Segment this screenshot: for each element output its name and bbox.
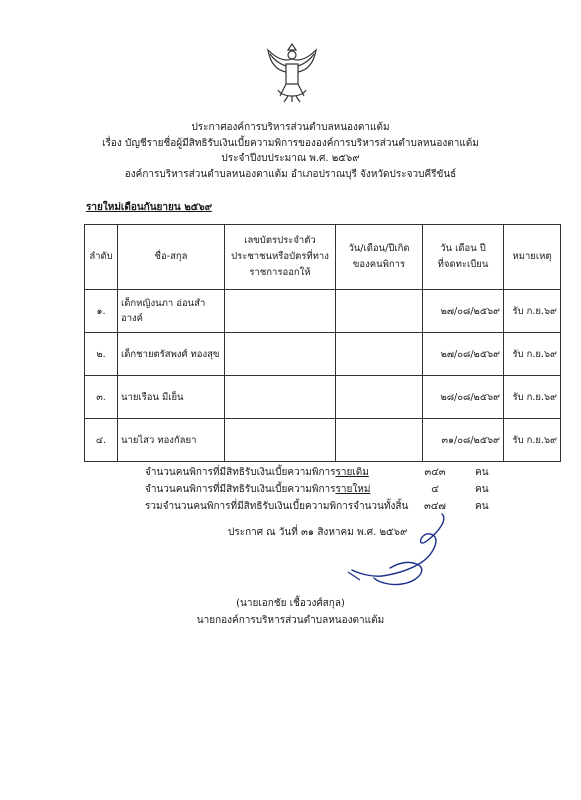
cell-name: นายเรือน มีเย็น	[118, 376, 225, 419]
cell-id	[225, 419, 336, 462]
cell-reg: ๒๗/๐๘/๒๕๖๙	[423, 290, 504, 333]
cell-no: ๒.	[85, 333, 118, 376]
header-id	[225, 225, 336, 290]
summary-new-prefix: จำนวนคนพิการที่มีสิทธิรับเงินเบี้ยความพิการ	[145, 484, 336, 495]
garuda-emblem-icon	[262, 40, 322, 104]
table-row	[85, 419, 561, 462]
header-no: ลำดับ	[85, 225, 118, 290]
signer-block	[0, 595, 581, 629]
header-id-line-3: ราชการออกให้	[249, 267, 311, 278]
cell-dob	[336, 333, 423, 376]
header-note: หมายเหตุ	[504, 225, 561, 290]
summary-new-unit: คน	[475, 484, 489, 495]
cell-dob	[336, 290, 423, 333]
cell-no: ๓.	[85, 376, 118, 419]
cell-note: รับ ก.ย.๖๙	[504, 376, 561, 419]
summary-old-underlined: รายเดิม	[335, 467, 369, 478]
summary-old-unit: คน	[475, 467, 489, 478]
document-header	[0, 120, 581, 182]
header-dob	[336, 225, 423, 290]
cell-name: เด็กชายตรัสพงศ์ ทองสุข	[118, 333, 225, 376]
summary-total-value: ๓๔๗	[424, 501, 446, 512]
summary-old-label	[145, 464, 369, 481]
cell-name: นายไสว ทองกัลยา	[118, 419, 225, 462]
cell-note: รับ ก.ย.๖๙	[504, 333, 561, 376]
announcement-date: ประกาศ ณ วันที่ ๓๑ สิงหาคม พ.ศ. ๒๕๖๙	[228, 527, 408, 538]
header-line-3: ประจำปีงบประมาณ พ.ศ. ๒๕๖๙	[221, 153, 360, 164]
cell-id	[225, 333, 336, 376]
cell-reg: ๓๑/๐๘/๒๕๖๙	[423, 419, 504, 462]
summary-old-prefix: จำนวนคนพิการที่มีสิทธิรับเงินเบี้ยความพิการ	[145, 467, 336, 478]
header-id-line-2: ประชาชนหรือบัตรที่ทาง	[231, 251, 329, 262]
cell-dob	[336, 419, 423, 462]
summary-block	[145, 464, 505, 515]
cell-note: รับ ก.ย.๖๙	[504, 419, 561, 462]
header-line-4: องค์การบริหารส่วนตำบลหนองตาแต้ม อำเภอปราณบุรี จังหวัดประจวบคีรีขันธ์	[124, 168, 457, 180]
handwritten-signature	[330, 510, 460, 590]
cell-id	[225, 290, 336, 333]
summary-old-row	[145, 464, 505, 481]
cell-note: รับ ก.ย.๖๙	[504, 290, 561, 333]
beneficiary-table	[84, 224, 561, 462]
signer-name: (นายเอกชัย เชื้อวงศ์สกุล)	[236, 598, 345, 609]
cell-name: เด็กหญิงนภา อ่อนสำอางค์	[118, 290, 225, 333]
header-dob-line-1: วัน/เดือน/ปีเกิด	[348, 243, 410, 254]
summary-total-unit: คน	[475, 501, 489, 512]
header-line-2: เรื่อง บัญชีรายชื่อผู้มีสิทธิรับเงินเบี้ยความพิการขององค์การบริหารส่วนตำบลหนองตาแต้ม	[102, 137, 479, 149]
header-reg-line-1: วัน เดือน ปี	[440, 243, 486, 254]
cell-dob	[336, 376, 423, 419]
summary-total-label: รวมจำนวนคนพิการที่มีสิทธิรับเงินเบี้ยความพิการจำนวนทั้งสิ้น	[145, 501, 409, 512]
section-title: รายใหม่เดือนกันยายน ๒๕๖๙	[86, 202, 213, 213]
signer-title: นายกองค์การบริหารส่วนตำบลหนองตาแต้ม	[196, 615, 385, 626]
summary-new-label	[145, 481, 370, 498]
summary-new-row	[145, 481, 505, 498]
header-dob-line-2: ของคนพิการ	[352, 259, 406, 270]
header-line-1: ประกาศองค์การบริหารส่วนตำบลหนองตาแต้ม	[191, 122, 390, 133]
cell-no: ๑.	[85, 290, 118, 333]
header-reg-line-2: ที่จดทะเบียน	[437, 259, 489, 270]
table-row	[85, 290, 561, 333]
table-row	[85, 333, 561, 376]
cell-reg: ๒๘/๐๘/๒๕๖๙	[423, 376, 504, 419]
cell-id	[225, 376, 336, 419]
summary-new-underlined: รายใหม่	[335, 484, 371, 495]
cell-reg: ๒๗/๐๘/๒๕๖๙	[423, 333, 504, 376]
header-name: ชื่อ-สกุล	[118, 225, 225, 290]
summary-old-value: ๓๔๓	[424, 467, 446, 478]
table-header-row	[85, 225, 561, 290]
summary-new-value: ๔	[431, 484, 439, 495]
header-reg	[423, 225, 504, 290]
header-id-line-1: เลขบัตรประจำตัว	[244, 235, 316, 246]
cell-no: ๔.	[85, 419, 118, 462]
table-row	[85, 376, 561, 419]
